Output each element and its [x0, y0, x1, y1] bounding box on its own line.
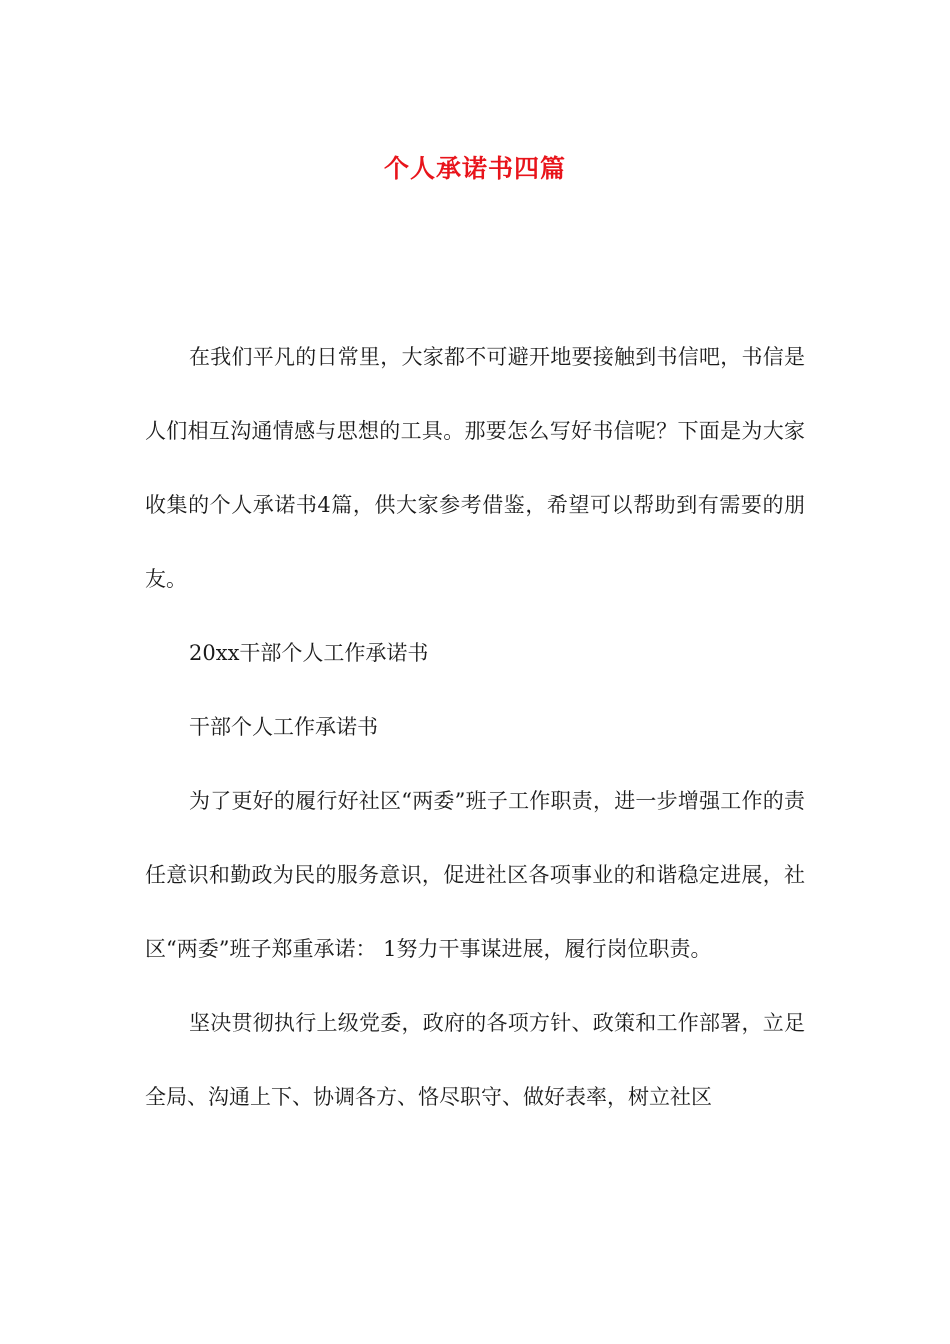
commitment-paragraph: 为了更好的履行好社区“两委”班子工作职责，进一步增强工作的责任意识和勤政为民的服务意识，促进社区各项事业的和谐稳定进展，社区“两委”班子郑重承诺： 1努力干事谋进展，履行岗位职责。: [145, 789, 805, 961]
section-heading: 干部个人工作承诺书: [189, 715, 378, 739]
execution-paragraph: 坚决贯彻执行上级党委，政府的各项方针、政策和工作部署，立足全局、沟通上下、协调各方、恪尽职守、做好表率，树立社区: [145, 1011, 805, 1109]
document-title: 个人承诺书四篇: [383, 153, 566, 183]
intro-paragraph: 在我们平凡的日常里，大家都不可避开地要接触到书信吧，书信是人们相互沟通情感与思想的工具。那要怎么写好书信呢？下面是为大家收集的个人承诺书4篇，供大家参考借鉴，希望可以帮助到有需要的朋友。: [145, 345, 805, 591]
document-body: [145, 320, 805, 1134]
section-heading-year: 20xx干部个人工作承诺书: [189, 641, 429, 665]
